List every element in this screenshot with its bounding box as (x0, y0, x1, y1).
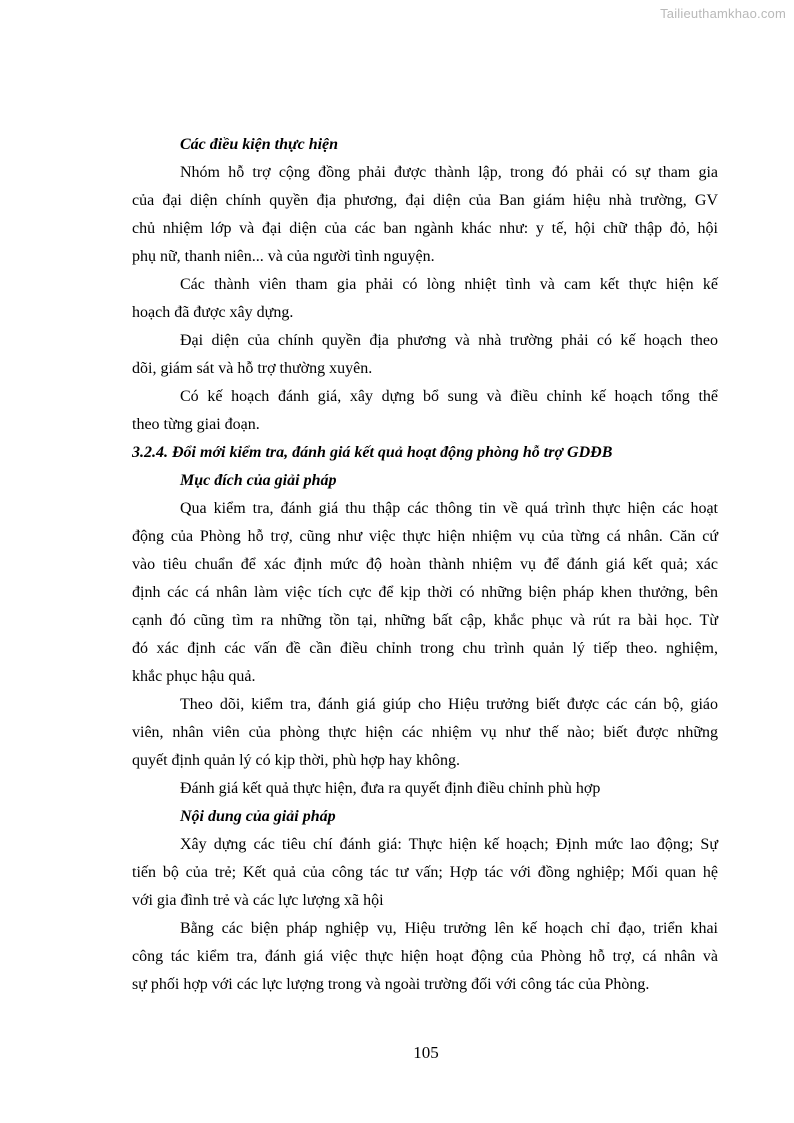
document-body (132, 131, 718, 999)
paragraph-line: cạnh đó cũng tìm ra những tồn tại, những bất cập, khắc phục và rút ra bài học. Từ (132, 612, 718, 629)
paragraph-line: Theo dõi, kiểm tra, đánh giá giúp cho Hiệu trưởng biết được các cán bộ, giáo (180, 696, 718, 713)
page-number: 105 (413, 1043, 439, 1062)
paragraph-line: chủ nhiệm lớp và đại diện của các ban ngành khác như: y tế, hội chữ thập đỏ, hội (132, 220, 718, 237)
watermark: Tailieuthamkhao.com (660, 6, 786, 21)
subheading-purpose: Mục đích của giải pháp (180, 472, 337, 489)
paragraph-line: của đại diện chính quyền địa phương, đại diện của Ban giám hiệu nhà trường, GV (132, 192, 718, 209)
paragraph-line: viên, nhân viên của phòng thực hiện các nhiệm vụ như thế nào; biết được những (132, 724, 718, 741)
paragraph-line: Đánh giá kết quả thực hiện, đưa ra quyết định điều chỉnh phù hợp (180, 780, 601, 797)
paragraph-line: đó xác định các vấn đề cần điều chỉnh trong chu trình quản lý tiếp theo. nghiệm, (132, 640, 718, 657)
paragraph-line: dõi, giám sát và hỗ trợ thường xuyên. (132, 360, 373, 377)
paragraph-line: Qua kiểm tra, đánh giá thu thập các thông tin về quá trình thực hiện các hoạt (180, 500, 718, 517)
paragraph-line: khắc phục hậu quả. (132, 668, 256, 685)
paragraph-line: Có kế hoạch đánh giá, xây dựng bổ sung và điều chỉnh kế hoạch tổng thể (180, 388, 718, 405)
section-heading-conditions: Các điều kiện thực hiện (180, 136, 339, 153)
paragraph-line: tiến bộ của trẻ; Kết quả của công tác tư vấn; Hợp tác với đồng nghiệp; Mối quan hệ (132, 864, 718, 881)
paragraph-line: Bằng các biện pháp nghiệp vụ, Hiệu trưởng lên kế hoạch chỉ đạo, triển khai (180, 920, 718, 937)
paragraph-line: Đại diện của chính quyền địa phương và nhà trường phải có kế hoạch theo (180, 332, 718, 349)
paragraph-line: Xây dựng các tiêu chí đánh giá: Thực hiện kế hoạch; Định mức lao động; Sự (180, 836, 718, 853)
paragraph-line: định các cá nhân làm việc tích cực để kịp thời có những biện pháp khen thưởng, bên (132, 584, 718, 601)
paragraph-line: hoạch đã được xây dựng. (132, 304, 294, 321)
paragraph-line: theo từng giai đoạn. (132, 416, 260, 433)
paragraph-line: công tác kiểm tra, đánh giá việc thực hiện hoạt động của Phòng hỗ trợ, cá nhân và (132, 948, 718, 965)
paragraph-line: sự phối hợp với các lực lượng trong và ngoài trường đối với công tác của Phòng. (132, 976, 650, 993)
subheading-content: Nội dung của giải pháp (180, 808, 336, 825)
paragraph-line: vào tiêu chuẩn để xác định mức độ hoàn thành nhiệm vụ để đánh giá kết quả; xác (132, 556, 718, 573)
paragraph-line: động của Phòng hỗ trợ, cũng như việc thực hiện nhiệm vụ của từng cá nhân. Căn cứ (132, 528, 718, 545)
paragraph-line: với gia đình trẻ và các lực lượng xã hội (132, 892, 384, 909)
paragraph-line: phụ nữ, thanh niên... và của người tình nguyện. (132, 248, 435, 265)
paragraph-line: quyết định quản lý có kịp thời, phù hợp hay không. (132, 752, 460, 769)
paragraph-line: Các thành viên tham gia phải có lòng nhiệt tình và cam kết thực hiện kế (180, 276, 718, 293)
paragraph-line: Nhóm hỗ trợ cộng đồng phải được thành lập, trong đó phải có sự tham gia (180, 164, 718, 181)
section-heading-3-2-4: 3.2.4. Đổi mới kiểm tra, đánh giá kết quả hoạt động phòng hỗ trợ GDĐB (132, 444, 613, 461)
